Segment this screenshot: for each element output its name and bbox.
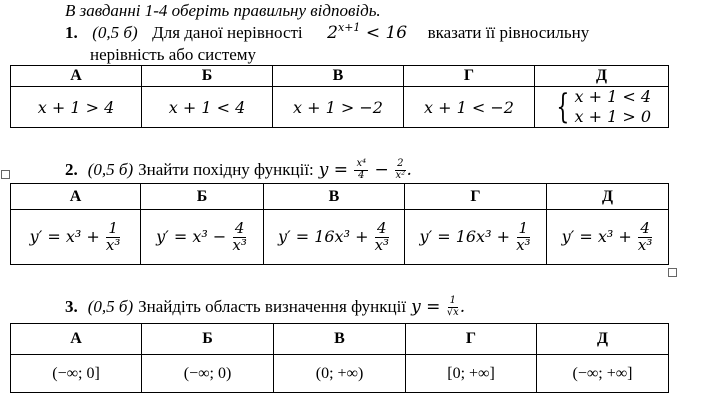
q1-header-a: А <box>11 66 142 87</box>
question-1-line-2: нерівність або систему <box>90 45 257 64</box>
table-move-handle-icon[interactable] <box>1 170 10 179</box>
q1-header-b: Б <box>142 66 273 87</box>
q2-answer-d[interactable]: y′ = 16x³ + $\frac{1}{\text{x³}}$ <box>405 210 547 265</box>
question-1-line-1 <box>65 23 589 43</box>
q2-header-d: Г <box>405 184 547 210</box>
q1-header-d: Г <box>404 66 535 87</box>
q3-answer-c[interactable]: (0; +∞) <box>274 355 406 393</box>
q2-header-c: В <box>264 184 405 210</box>
question-2-points: (0,5 б) <box>87 160 134 179</box>
question-1-text: Для даної нерівності <box>152 23 303 42</box>
q3-header-a: А <box>11 324 142 355</box>
q1-answer-d[interactable]: x + 1 < −2 <box>404 87 535 128</box>
q3-header-d: Г <box>406 324 537 355</box>
q1-answer-e[interactable] <box>535 87 669 128</box>
q1-answer-b[interactable]: x + 1 < 4 <box>142 87 273 128</box>
q3-header-e: Д <box>537 324 669 355</box>
question-3-points: (0,5 б) <box>87 297 134 316</box>
q2-header-e: Д <box>547 184 669 210</box>
q1-header-c: В <box>273 66 404 87</box>
q2-answer-e[interactable]: y′ = x³ + $\frac{4}{\text{x³}}$ <box>547 210 669 265</box>
q2-answer-c[interactable]: y′ = 16x³ + $\frac{4}{\text{x³}}$ <box>264 210 405 265</box>
q2-answer-b[interactable]: y′ = x³ − $\frac{4}{\text{x³}}$ <box>141 210 264 265</box>
question-1-inequality: $2^{x+1} < 16$ <box>327 21 408 43</box>
q1-answer-a[interactable]: x + 1 > 4 <box>11 87 142 128</box>
q3-answer-d[interactable]: [0; +∞] <box>406 355 537 393</box>
system-line-1: x + 1 < 4 <box>574 87 652 106</box>
table-resize-handle-icon[interactable] <box>668 268 677 277</box>
q3-answer-b[interactable]: (−∞; 0) <box>142 355 274 393</box>
question-1-answers-table <box>10 65 669 128</box>
q3-answer-a[interactable]: (−∞; 0] <box>11 355 142 393</box>
q1-answer-c[interactable]: x + 1 > −2 <box>273 87 404 128</box>
question-1-points: (0,5 б) <box>92 23 138 42</box>
instructions: В завданні 1-4 оберіть правильну відповідь. <box>65 1 381 20</box>
q2-header-b: Б <box>141 184 264 210</box>
q1-header-e: Д <box>535 66 669 87</box>
q3-header-b: Б <box>142 324 274 355</box>
question-3-answers-table <box>10 323 669 393</box>
q2-header-a: А <box>11 184 141 210</box>
question-1-text-after: вказати її рівносильну <box>427 23 590 42</box>
question-3-text: Знайдіть область визначення функції <box>138 297 407 316</box>
question-1-number: 1. <box>65 23 78 42</box>
question-2-answers-table <box>10 183 669 265</box>
question-3-line <box>65 292 465 322</box>
system-brace: { <box>556 87 570 127</box>
question-3-function: y = $\frac{1}{√x}$ . <box>411 295 466 318</box>
question-2-number: 2. <box>65 160 78 179</box>
q3-header-c: В <box>274 324 406 355</box>
system-line-2: x + 1 > 0 <box>574 107 652 126</box>
q2-answer-a[interactable]: y′ = x³ + $\frac{1}{\text{x³}}$ <box>11 210 141 265</box>
question-2-text: Знайти похідну функції: <box>138 160 314 179</box>
q3-answer-e[interactable]: (−∞; +∞] <box>537 355 669 393</box>
question-2-function: y = $\frac{\text{x⁴}}{4}$ − $\frac{2}{\text{x²}}$ . <box>318 158 412 181</box>
question-2-line <box>65 156 412 184</box>
question-3-number: 3. <box>65 297 78 316</box>
